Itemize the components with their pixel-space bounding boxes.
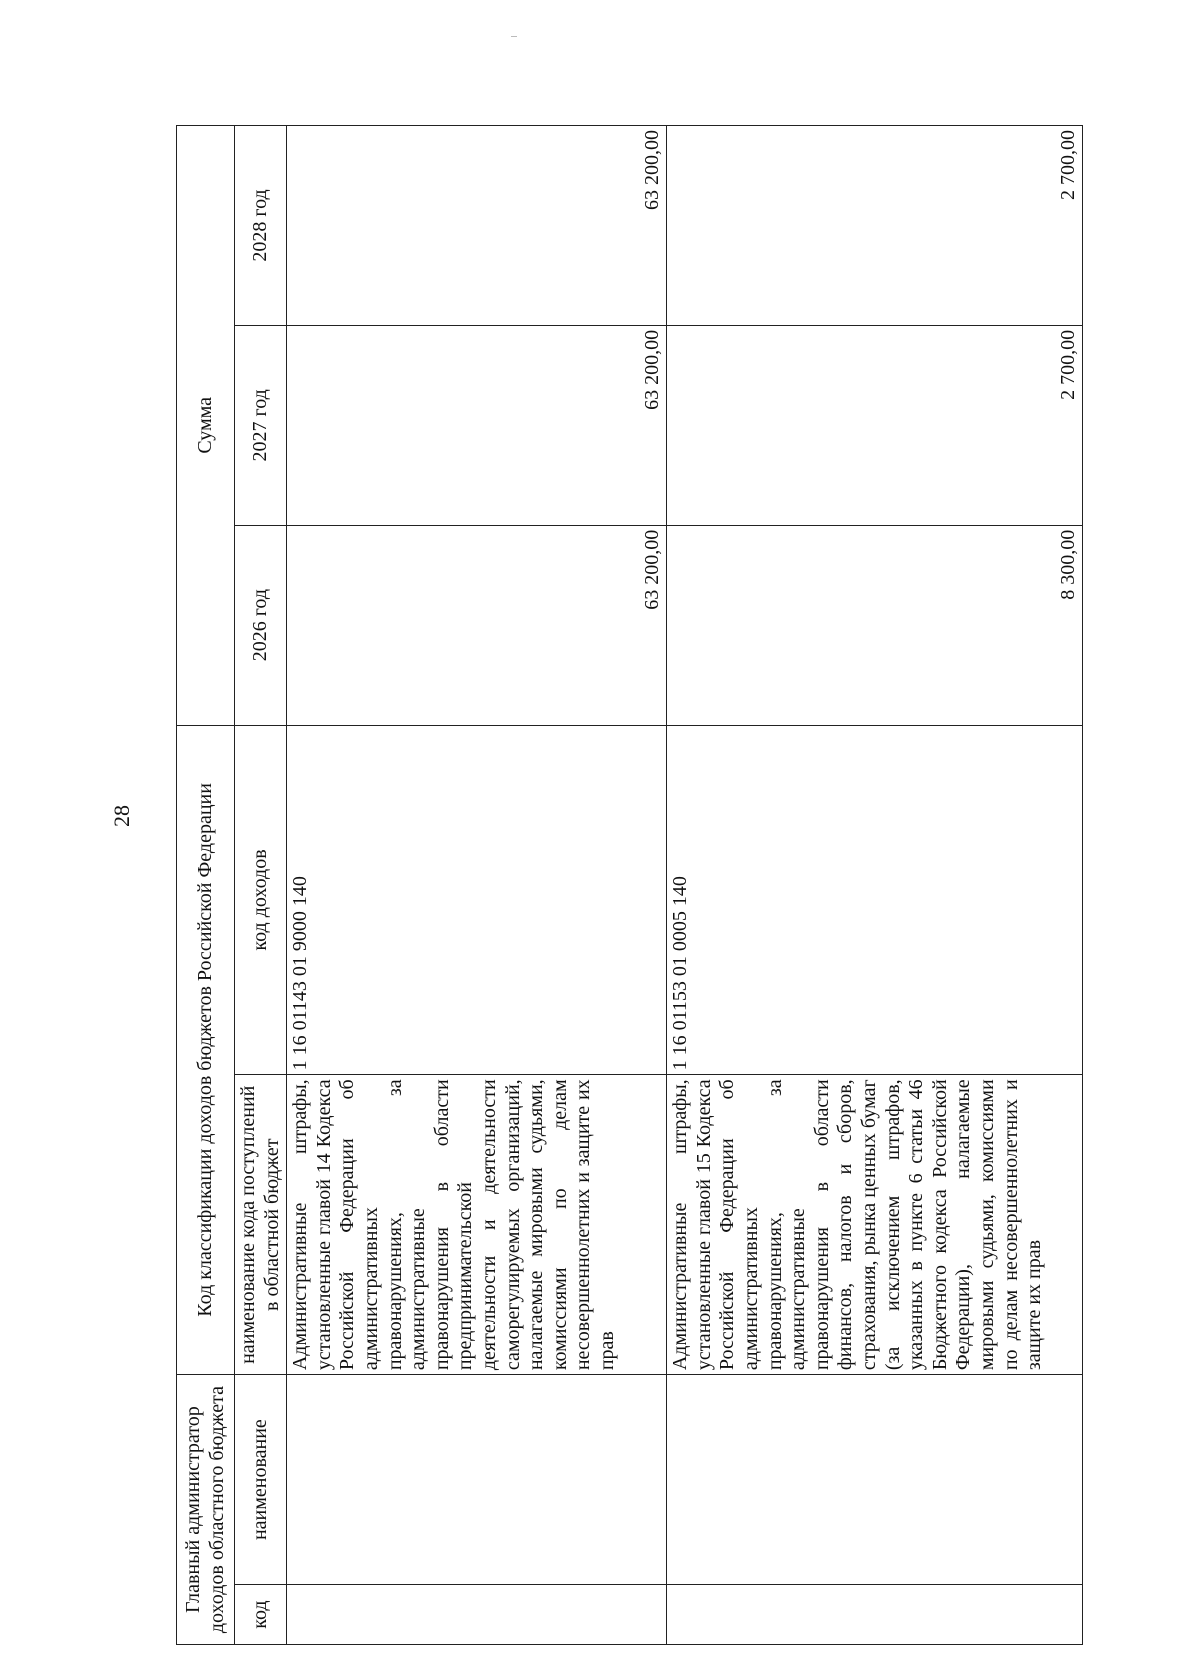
admin-code-cell: [287, 1585, 667, 1645]
rotated-table-container: [176, 125, 1079, 1645]
header-year-2026: 2026 год: [235, 525, 287, 725]
header-row-sub: [235, 126, 287, 1645]
table-row: [667, 126, 1083, 1645]
sum-2027-cell: 63 200,00: [287, 325, 667, 525]
sum-2028-cell: 63 200,00: [287, 126, 667, 326]
table-row: [287, 126, 667, 1645]
admin-code-cell: [667, 1585, 1083, 1645]
revenue-table: [176, 125, 1083, 1645]
income-code-cell: 1 16 01143 01 9000 140: [287, 725, 667, 1075]
admin-name-cell: [667, 1375, 1083, 1585]
header-year-2027: 2027 год: [235, 325, 287, 525]
sum-2027-cell: 2 700,00: [667, 325, 1083, 525]
income-name-cell: Административные штрафы, установленные главой 15 Кодекса Российской Федерации об административных правонарушениях, за административные правонарушения в области финансов, налогов и сборов, страхования, рынка ценных бумаг (за исключением штрафов, указанных в пункте 6 статьи 46 Бюджетного кодекса Российской Федерации), налагаемые мировыми судьями, комиссиями по делам несовершеннолетних и защите их прав: [667, 1075, 1083, 1375]
income-code-cell: 1 16 01153 01 0005 140: [667, 725, 1083, 1075]
header-row-top: [177, 126, 235, 1645]
header-income-code: код доходов: [235, 725, 287, 1075]
sum-2026-cell: 63 200,00: [287, 525, 667, 725]
header-year-2028: 2028 год: [235, 126, 287, 326]
header-admin-group: Главный администратор доходов областного бюджета: [177, 1375, 235, 1645]
header-sum-group: Сумма: [177, 126, 235, 726]
sum-2028-cell: 2 700,00: [667, 126, 1083, 326]
scan-mark: [511, 36, 517, 37]
header-admin-name: наименование: [235, 1375, 287, 1585]
sum-2026-cell: 8 300,00: [667, 525, 1083, 725]
header-admin-code: код: [235, 1585, 287, 1645]
header-income-name: наименование кода поступлений в областной бюджет: [235, 1075, 287, 1375]
admin-name-cell: [287, 1375, 667, 1585]
header-classification-group: Код классификации доходов бюджетов Российской Федерации: [177, 725, 235, 1375]
income-name-cell: Административные штрафы, установленные главой 14 Кодекса Российской Федерации об административных правонарушениях, за административные правонарушения в области предпринимательской деятельности и деятельности саморегулируемых организаций, налагаемые мировыми судьями, комиссиями по делам несовершеннолетних и защите их прав: [287, 1075, 667, 1375]
page-number: 28: [109, 805, 134, 827]
